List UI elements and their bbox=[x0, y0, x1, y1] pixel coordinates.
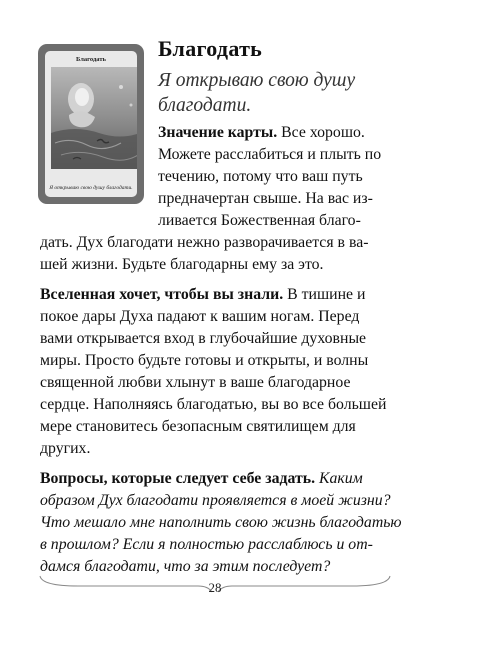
section-questions-heading: Вопросы, которые следует себе задать. bbox=[40, 470, 316, 487]
section-card-meaning-line-7: шей жизни. Будьте благодарны ему за это. bbox=[40, 256, 324, 273]
section-card-meaning-heading: Значение карты. bbox=[158, 124, 278, 141]
section-questions-line-2: образом Дух благодати проявляется в моей жизни? bbox=[40, 492, 391, 509]
card-face bbox=[45, 51, 137, 197]
card-title: Благодать bbox=[76, 56, 106, 63]
section-universe-heading: Вселенная хочет, чтобы вы знали. bbox=[40, 286, 284, 303]
oracle-card-image bbox=[38, 44, 144, 204]
section-universe-line-2: покое дары Духа падают к вашим ногам. Перед bbox=[40, 308, 360, 325]
section-questions-line-1: Вопросы, которые следует себе задать. Каким bbox=[40, 470, 363, 487]
affirmation-line-1: Я открываю свою душу bbox=[158, 70, 356, 91]
section-card-meaning-line-4: предначертан свыше. На вас из- bbox=[158, 190, 373, 207]
section-universe-line-7: мере становитесь безопасным святилищем для bbox=[40, 418, 356, 435]
card-illustration bbox=[51, 67, 131, 169]
section-questions-line-5: дамся благодати, что за этим последует? bbox=[40, 558, 331, 575]
page-title: Благодать bbox=[158, 36, 263, 61]
section-questions-line-3: Что мешало мне наполнить свою жизнь благодатью bbox=[40, 514, 402, 531]
section-universe-line-6: сердце. Наполняясь благодатью, вы во все большей bbox=[40, 396, 387, 413]
section-universe-line-5: священной любви хлынут в ваше благодарное bbox=[40, 374, 351, 391]
angel-in-water-illustration bbox=[51, 67, 137, 169]
section-card-meaning-line-2: Можете расслабиться и плыть по bbox=[158, 146, 382, 163]
section-universe-line-3: вами открывается вход в глубочайшие духовные bbox=[40, 330, 367, 347]
section-universe-line-1: Вселенная хочет, чтобы вы знали. В тишине и bbox=[40, 286, 366, 303]
section-card-meaning-line-5: ливается Божественная благо- bbox=[158, 212, 361, 229]
section-card-meaning-line-3: течению, потому что ваш путь bbox=[158, 168, 363, 185]
section-universe-line-8: других. bbox=[40, 440, 91, 457]
section-card-meaning-line-6: дать. Дух благодати нежно разворачивается в ва- bbox=[40, 234, 369, 251]
page-number: 28 bbox=[208, 580, 222, 595]
card-caption: Я открываю свою душу благодати. bbox=[49, 185, 133, 191]
section-universe-line-4: миры. Просто будьте готовы и открыты, и волны bbox=[40, 352, 369, 369]
affirmation-line-2: благодати. bbox=[158, 95, 252, 116]
section-card-meaning-line-1: Значение карты. Все хорошо. bbox=[158, 124, 365, 141]
section-questions-line-4: в прошлом? Если я полностью расслаблюсь и от- bbox=[40, 536, 373, 553]
affirmation bbox=[158, 68, 355, 118]
